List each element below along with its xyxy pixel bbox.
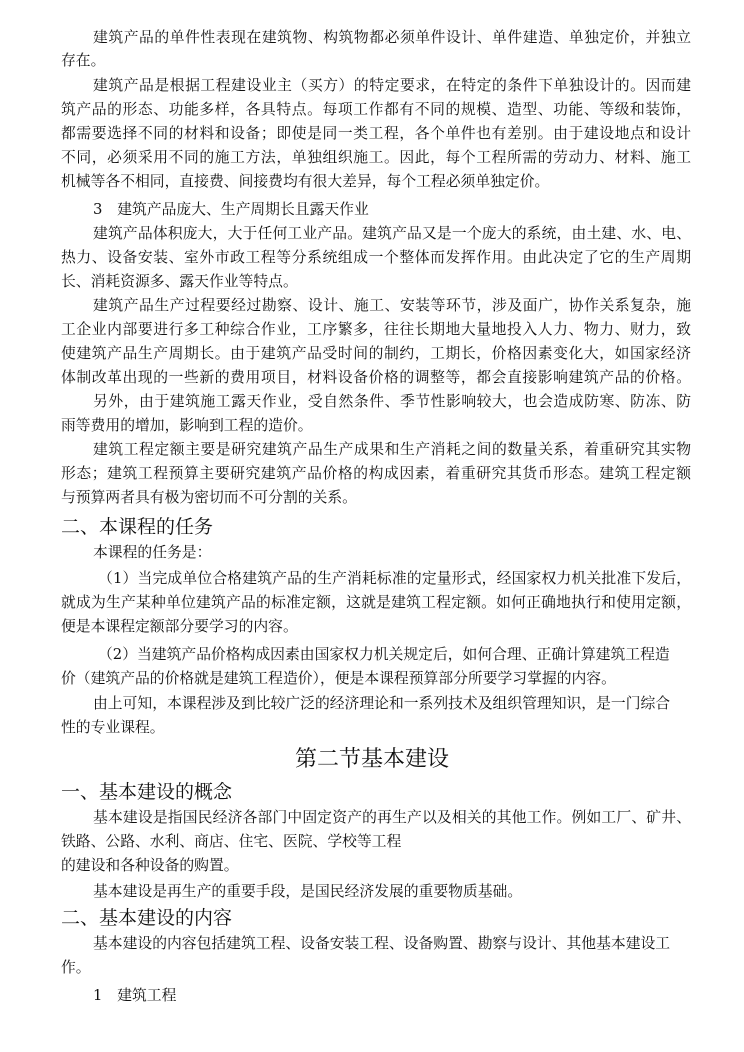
paragraph-line: 建筑产品生产过程要经过勘察、设计、施工、安装等环节，涉及面广，协作关系复杂，施	[93, 297, 691, 314]
paragraph-line: 性的专业课程。	[61, 719, 165, 736]
paragraph-line: 形态；建筑工程预算主要研究建筑产品价格的构成因素，着重研究其货币形态。建筑工程定额	[61, 465, 691, 482]
paragraph-line: 的建设和各种设备的购置。	[61, 857, 239, 874]
paragraph-line: 本课程的任务是：	[93, 544, 212, 561]
subheading: 3 建筑产品庞大、生产周期长且露天作业	[93, 201, 369, 218]
paragraph-line: 基本建设是再生产的重要手段，是国民经济发展的重要物质基础。	[93, 883, 523, 900]
paragraph-line: 存在。	[61, 52, 106, 69]
paragraph-line: 筑产品的形态、功能多样，各具特点。每项工作都有不同的规模、造型、功能、等级和装饰，	[61, 101, 691, 118]
section-heading: 二、基本建设的内容	[61, 907, 233, 929]
paragraph-line: 长、消耗资源多、露天作业等特点。	[61, 273, 298, 290]
paragraph-line: 另外，由于建筑施工露天作业，受自然条件、季节性影响较大，也会造成防寒、防冻、防	[93, 393, 691, 410]
section-heading: 二、本课程的任务	[61, 516, 214, 538]
paragraph-line: 便是本课程定额部分要学习的内容。	[61, 618, 298, 635]
paragraph-line: 热力、设备安装、室外市政工程等分系统组成一个整体而发挥作用。由此决定了它的生产周期	[61, 249, 691, 266]
chapter-title: 第二节基本建设	[294, 747, 449, 772]
paragraph-line: 建筑工程定额主要是研究建筑产品生产成果和生产消耗之间的数量关系，着重研究其实物	[93, 441, 691, 458]
subheading: 1 建筑工程	[93, 987, 177, 1004]
section-heading: 一、基本建设的概念	[61, 781, 233, 803]
paragraph-line: 体制改革出现的一些新的费用项目，材料设备价格的调整等，都会直接影响建筑产品的价格。	[61, 369, 691, 386]
paragraph-line: 就成为生产某种单位建筑产品的标准定额，这就是建筑工程定额。如何正确地执行和使用定额，	[61, 594, 691, 611]
paragraph-line: 基本建设是指国民经济各部门中固定资产的再生产以及相关的其他工作。例如工厂、矿井、	[93, 809, 691, 826]
paragraph-line: 建筑产品是根据工程建设业主（买方）的特定要求，在特定的条件下单独设计的。因而建	[93, 77, 691, 94]
paragraph-line: 铁路、公路、水利、商店、住宅、医院、学校等工程	[61, 833, 402, 850]
paragraph-line: 由上可知，本课程涉及到比较广泛的经济理论和一系列技术及组织管理知识，是一门综合	[93, 695, 671, 712]
paragraph-line: 建筑产品体积庞大，大于任何工业产品。建筑产品又是一个庞大的系统，由土建、水、电、	[93, 225, 691, 242]
paragraph-line: 雨等费用的增加，影响到工程的造价。	[61, 417, 313, 434]
paragraph-line: 基本建设的内容包括建筑工程、设备安装工程、设备购置、勘察与设计、其他基本建设工	[93, 935, 671, 952]
paragraph-line: 都需要选择不同的材料和设备；即使是同一类工程，各个单件也有差别。由于建设地点和设计	[61, 125, 691, 142]
paragraph-line: 建筑产品的单件性表现在建筑物、构筑物都必须单件设计、单件建造、单独定价，并独立	[93, 29, 691, 46]
paragraph-line: 不同，必须采用不同的施工方法，单独组织施工。因此，每个工程所需的劳动力、材料、施工	[61, 149, 691, 166]
paragraph-line: 与预算两者具有极为密切而不可分割的关系。	[61, 489, 357, 506]
paragraph-line: 机械等各不相同，直接费、间接费均有很大差异，每个工程必须单独定价。	[61, 173, 550, 190]
paragraph-line: 价（建筑产品的价格就是建筑工程造价），便是本课程预算部分所要学习掌握的内容。	[61, 670, 616, 687]
paragraph-line: （1）当完成单位合格建筑产品的生产消耗标准的定量形式，经国家权力机关批准下发后，	[98, 570, 691, 587]
paragraph-line: 工企业内部要进行多工种综合作业，工序繁多，往往长期地大量地投入人力、物力、财力，致	[61, 321, 691, 338]
paragraph-line: 作。	[61, 959, 91, 976]
paragraph-line: （2）当建筑产品价格构成因素由国家权力机关规定后，如何合理、正确计算建筑工程造	[98, 646, 670, 663]
paragraph-line: 使建筑产品生产周期长。由于建筑产品受时间的制约，工期长，价格因素变化大，如国家经济	[61, 345, 691, 362]
